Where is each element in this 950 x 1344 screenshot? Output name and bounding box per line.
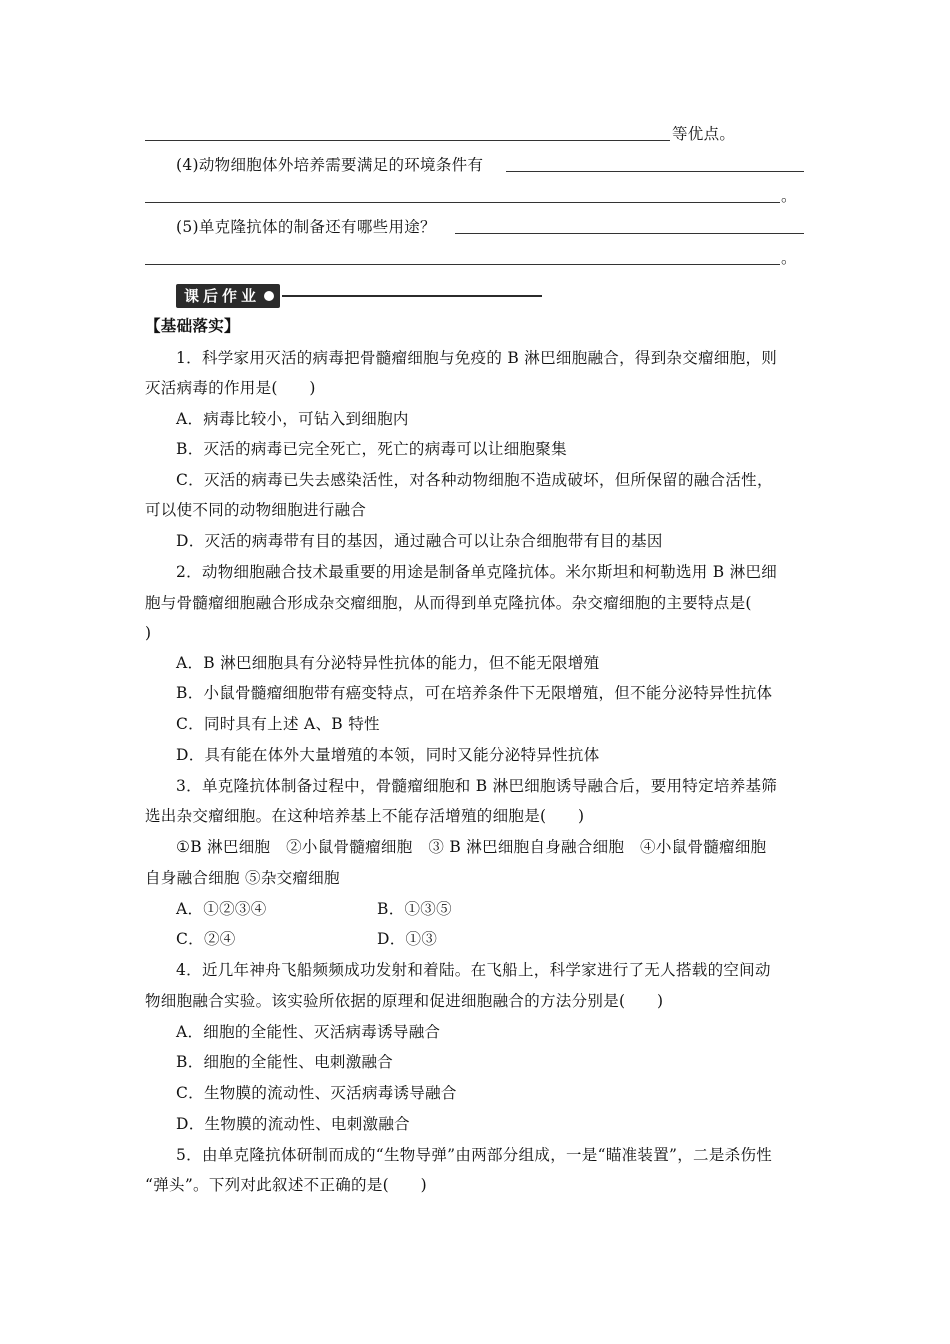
section-title: 课后作业 bbox=[184, 287, 261, 305]
q4-stem: 物细胞融合实验。该实验所依据的原理和促进细胞融合的方法分别是( ) bbox=[145, 992, 664, 1010]
answer-blank-line[interactable] bbox=[145, 140, 670, 141]
q4-option-b[interactable]: B．细胞的全能性、电刺激融合 bbox=[176, 1053, 394, 1071]
q1-stem: 1．科学家用灭活的病毒把骨髓瘤细胞与免疫的 B 淋巴细胞融合，得到杂交瘤细胞，则 bbox=[176, 349, 778, 367]
q2-stem: 胞与骨髓瘤细胞融合形成杂交瘤细胞，从而得到单克隆抗体。杂交瘤细胞的主要特点是( bbox=[145, 594, 752, 612]
q3-stem: 3．单克隆抗体制备过程中，骨髓瘤细胞和 B 淋巴细胞诱导融合后，要用特定培养基筛 bbox=[176, 777, 778, 795]
question-5-prompt: (5)单克隆抗体的制备还有哪些用途？ bbox=[176, 218, 436, 236]
q3-option-c[interactable]: C．②④ bbox=[176, 930, 236, 948]
question-4-prompt: (4)动物细胞体外培养需要满足的环境条件有 bbox=[176, 156, 484, 174]
answer-blank-line[interactable] bbox=[145, 264, 780, 265]
q2-option-a[interactable]: A．B 淋巴细胞具有分泌特异性抗体的能力，但不能无限增殖 bbox=[176, 654, 600, 672]
q4-option-d[interactable]: D．生物膜的流动性、电刺激融合 bbox=[176, 1115, 410, 1133]
q3-option-d[interactable]: D．①③ bbox=[377, 930, 438, 948]
q3-option-a[interactable]: A．①②③④ bbox=[176, 900, 267, 918]
answer-blank-line[interactable] bbox=[506, 171, 804, 172]
q5-stem: “弹头”。下列对此叙述不正确的是( ) bbox=[145, 1176, 427, 1194]
q3-option-b[interactable]: B．①③⑤ bbox=[377, 900, 452, 918]
q2-option-b[interactable]: B．小鼠骨髓瘤细胞带有癌变特点，可在培养条件下无限增殖，但不能分泌特异性抗体 bbox=[176, 684, 773, 702]
answer-blank-line[interactable] bbox=[455, 233, 804, 234]
q3-stem: 选出杂交瘤细胞。在这种培养基上不能存活增殖的细胞是( ) bbox=[145, 807, 585, 825]
dot-icon bbox=[264, 291, 274, 301]
q3-items: 自身融合细胞 ⑤杂交瘤细胞 bbox=[145, 869, 340, 887]
line-end-period: 。 bbox=[781, 249, 797, 267]
section-header bbox=[176, 284, 542, 308]
q2-option-d[interactable]: D．具有能在体外大量增殖的本领，同时又能分泌特异性抗体 bbox=[176, 746, 600, 764]
blank-tail-text: 等优点。 bbox=[672, 125, 736, 143]
section-subtitle: 【基础落实】 bbox=[145, 316, 240, 335]
q1-stem: 灭活病毒的作用是( ) bbox=[145, 379, 316, 397]
q1-option-b[interactable]: B．灭活的病毒已完全死亡，死亡的病毒可以让细胞聚集 bbox=[176, 440, 567, 458]
q2-stem: 2．动物细胞融合技术最重要的用途是制备单克隆抗体。米尔斯坦和柯勒选用 B 淋巴细 bbox=[176, 563, 778, 581]
q4-option-c[interactable]: C．生物膜的流动性、灭活病毒诱导融合 bbox=[176, 1084, 457, 1102]
answer-blank-line[interactable] bbox=[145, 202, 780, 203]
line-end-period: 。 bbox=[781, 187, 797, 205]
q5-stem: 5．由单克隆抗体研制而成的“生物导弹”由两部分组成，一是“瞄准装置”，二是杀伤性 bbox=[176, 1146, 773, 1164]
q1-option-c[interactable]: 可以使不同的动物细胞进行融合 bbox=[145, 501, 367, 519]
q4-stem: 4．近几年神舟飞船频频成功发射和着陆。在飞船上，科学家进行了无人搭载的空间动 bbox=[176, 961, 771, 979]
section-title-box bbox=[176, 284, 280, 308]
q1-option-d[interactable]: D．灭活的病毒带有目的基因，通过融合可以让杂合细胞带有目的基因 bbox=[176, 532, 663, 550]
q3-items: ①B 淋巴细胞 ②小鼠骨髓瘤细胞 ③ B 淋巴细胞自身融合细胞 ④小鼠骨髓瘤细胞 bbox=[176, 838, 767, 856]
q1-option-a[interactable]: A．病毒比较小，可钻入到细胞内 bbox=[176, 410, 409, 428]
q4-option-a[interactable]: A．细胞的全能性、灭活病毒诱导融合 bbox=[176, 1023, 441, 1041]
q2-stem: ) bbox=[145, 624, 152, 642]
q1-option-c[interactable]: C．灭活的病毒已失去感染活性，对各种动物细胞不造成破坏，但所保留的融合活性， bbox=[176, 471, 773, 489]
q2-option-c[interactable]: C．同时具有上述 A、B 特性 bbox=[176, 715, 380, 733]
section-divider bbox=[282, 295, 542, 297]
